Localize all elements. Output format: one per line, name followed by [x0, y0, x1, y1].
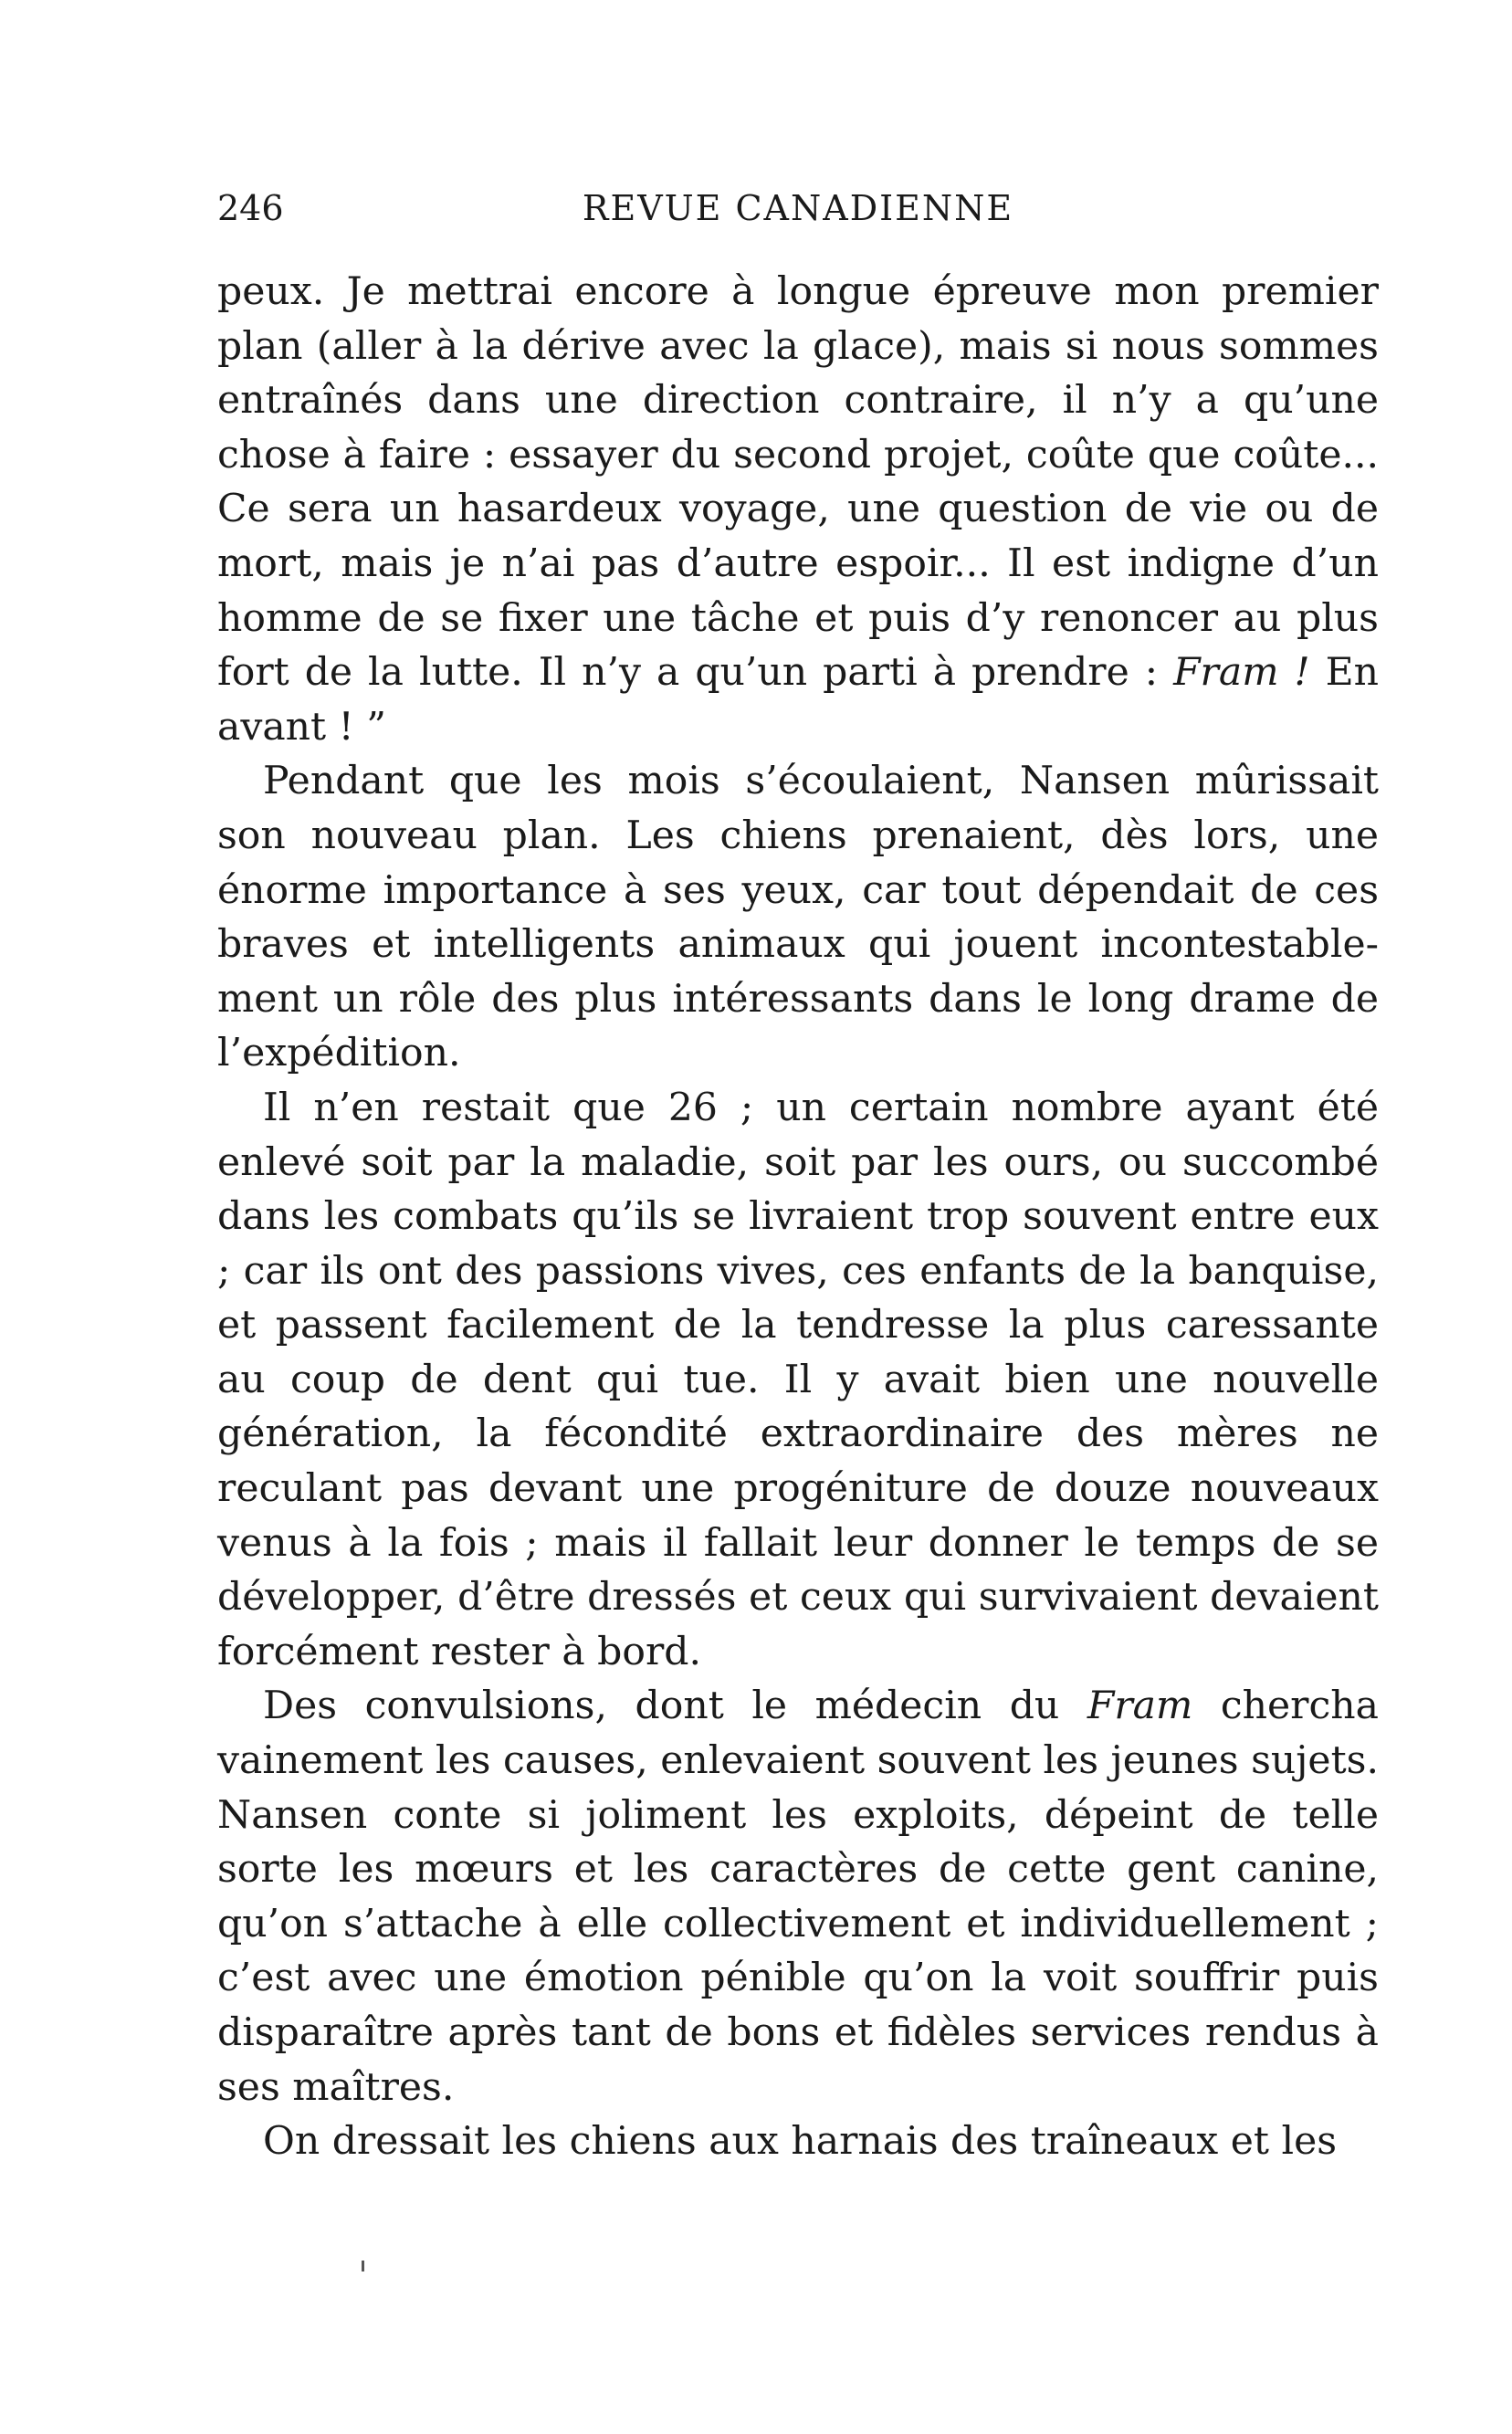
- body-text: [217, 265, 1379, 2169]
- paragraph-text: Il n’en restait que 26 ; un certain nombre ayant été enlevé soit par la maladie, soit par les ours, ou succombé dans les combats qu’ils se livraient trop souvent entre eux ; car ils ont des passions vives, ces enfants de la banquise, et passent facilement de la tendresse la plus caressante au coup de dent qui tue. Il y avait bien une nouvelle génération, la fécondité extraordinaire des mères ne reculant pas devant une progéniture de douze nouveaux venus à la fois ; mais il fallait leur donner le temps de se développer, d’être dressés et ceux qui survivaient devaient forcément rester à bord.: [217, 1085, 1379, 1674]
- running-head: [217, 181, 1379, 236]
- paragraph-partial: [217, 2114, 1379, 2169]
- paragraph-text: chercha vainement les causes, enlevaient souvent les jeunes sujets. Nansen conte si joliment les exploits, dépeint de telle sorte les mœurs et les caractères de cette gent canine, qu’on s’attache à elle collectivement et individuellement ; c’est avec une émotion pénible qu’on la voit souffrir puis disparaître après tant de bons et fidèles services rendus à ses maîtres.: [217, 1684, 1379, 2110]
- paragraph-text: peux. Je mettrai encore à longue épreuve mon premier plan (aller à la dérive avec la glace), mais si nous sommes entraînés dans une direction contraire, il n’y a qu’une chose à faire : essayer du second projet, coûte que coûte... Ce sera un hasardeux voyage, une question de vie ou de mort, mais je n’ai pas d’autre espoir... Il est indigne d’un homme de se fixer une tâche et puis d’y renoncer au plus fort de la lutte. Il n’y a qu’un parti à prendre :: [217, 269, 1379, 696]
- paragraph-continued: [217, 265, 1379, 754]
- paragraph-text: En avant ! ”: [217, 650, 1379, 750]
- paragraph-text: Des convulsions, dont le médecin du: [263, 1684, 1060, 1729]
- paragraph-text: Pendant que les mois s’écoulaient, Nansen mûrissait son nouveau plan. Les chiens prenaient, dès lors, une énorme importance à ses yeux, car tout dépendait de ces braves et intelligents animaux qui jouent incontestablement un rôle des plus intéressants dans le long drame de l’expédition.: [217, 759, 1379, 1076]
- paragraph-text: On dressait les chiens aux harnais des traîneaux et les: [263, 2119, 1338, 2165]
- journal-title: REVUE CANADIENNE: [582, 188, 1014, 228]
- paragraph: [217, 1081, 1379, 1680]
- print-speck: [362, 2261, 364, 2271]
- paragraph: [217, 1679, 1379, 2114]
- ship-name-italic: Fram: [1087, 1684, 1193, 1729]
- page-number: 246: [217, 188, 284, 228]
- ship-name-italic: Fram !: [1173, 650, 1310, 696]
- paragraph: [217, 754, 1379, 1081]
